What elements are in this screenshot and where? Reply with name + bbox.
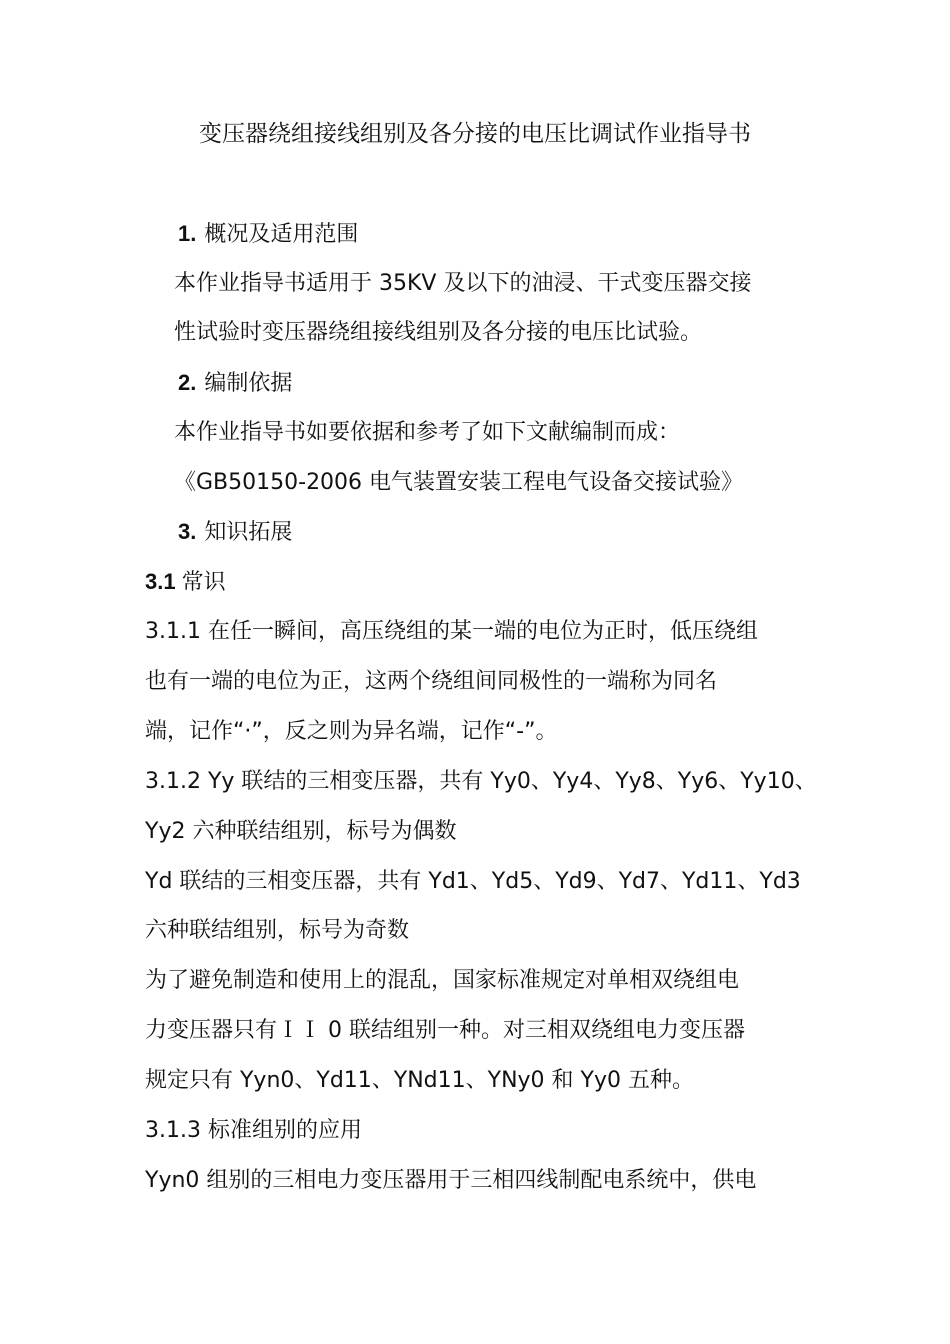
section-number: 1.: [178, 221, 197, 246]
paragraph-line: 六种联结组别，标号为奇数: [145, 918, 410, 943]
subsection-title: 常识: [181, 570, 226, 595]
section-3-heading: [178, 514, 292, 551]
subsection-number: 3.1: [145, 569, 176, 594]
paragraph-line: Yy2 六种联结组别，标号为偶数: [145, 819, 457, 844]
reference-line: 《GB50150-2006 电气装置安装工程电气设备交接试验》: [174, 470, 744, 495]
paragraph-line: 本作业指导书适用于 35KV 及以下的油浸、干式变压器交接: [174, 271, 752, 296]
section-title: 概况及适用范围: [204, 222, 359, 247]
section-1-heading: [178, 216, 358, 253]
paragraph-line: 3.1.2 Yy 联结的三相变压器，共有 Yy0、Yy4、Yy8、Yy6、Yy10、: [145, 769, 817, 794]
paragraph-line: 本作业指导书如要依据和参考了如下文献编制而成：: [174, 420, 681, 445]
paragraph-line: 性试验时变压器绕组接线组别及各分接的电压比试验。: [174, 320, 703, 345]
section-title: 知识拓展: [204, 520, 293, 545]
paragraph-line: 3.1.3 标准组别的应用: [145, 1118, 362, 1143]
section-2-heading: [178, 365, 292, 402]
section-number: 3.: [178, 519, 197, 544]
document-title: 变压器绕组接线组别及各分接的电压比调试作业指导书: [199, 121, 751, 147]
paragraph-line: 端，记作“·”，反之则为异名端，记作“-”。: [145, 719, 558, 744]
paragraph-line: 3.1.1 在任一瞬间，高压绕组的某一端的电位为正时，低压绕组: [145, 619, 758, 644]
paragraph-line: 也有一端的电位为正，这两个绕组间同极性的一端称为同名: [145, 669, 718, 694]
paragraph-line: 为了避免制造和使用上的混乱，国家标准规定对单相双绕组电: [145, 968, 740, 993]
section-title: 编制依据: [204, 371, 293, 396]
paragraph-line: 规定只有 Yyn0、Yd11、YNd11、YNy0 和 Yy0 五种。: [145, 1068, 694, 1093]
paragraph-line: 力变压器只有ＩＩ 0 联结组别一种。对三相双绕组电力变压器: [145, 1018, 745, 1043]
paragraph-line: Yyn0 组别的三相电力变压器用于三相四线制配电系统中，供电: [145, 1168, 757, 1193]
subsection-3-1-heading: [145, 564, 226, 601]
section-number: 2.: [178, 370, 197, 395]
paragraph-line: Yd 联结的三相变压器，共有 Yd1、Yd5、Yd9、Yd7、Yd11、Yd3: [145, 869, 801, 894]
